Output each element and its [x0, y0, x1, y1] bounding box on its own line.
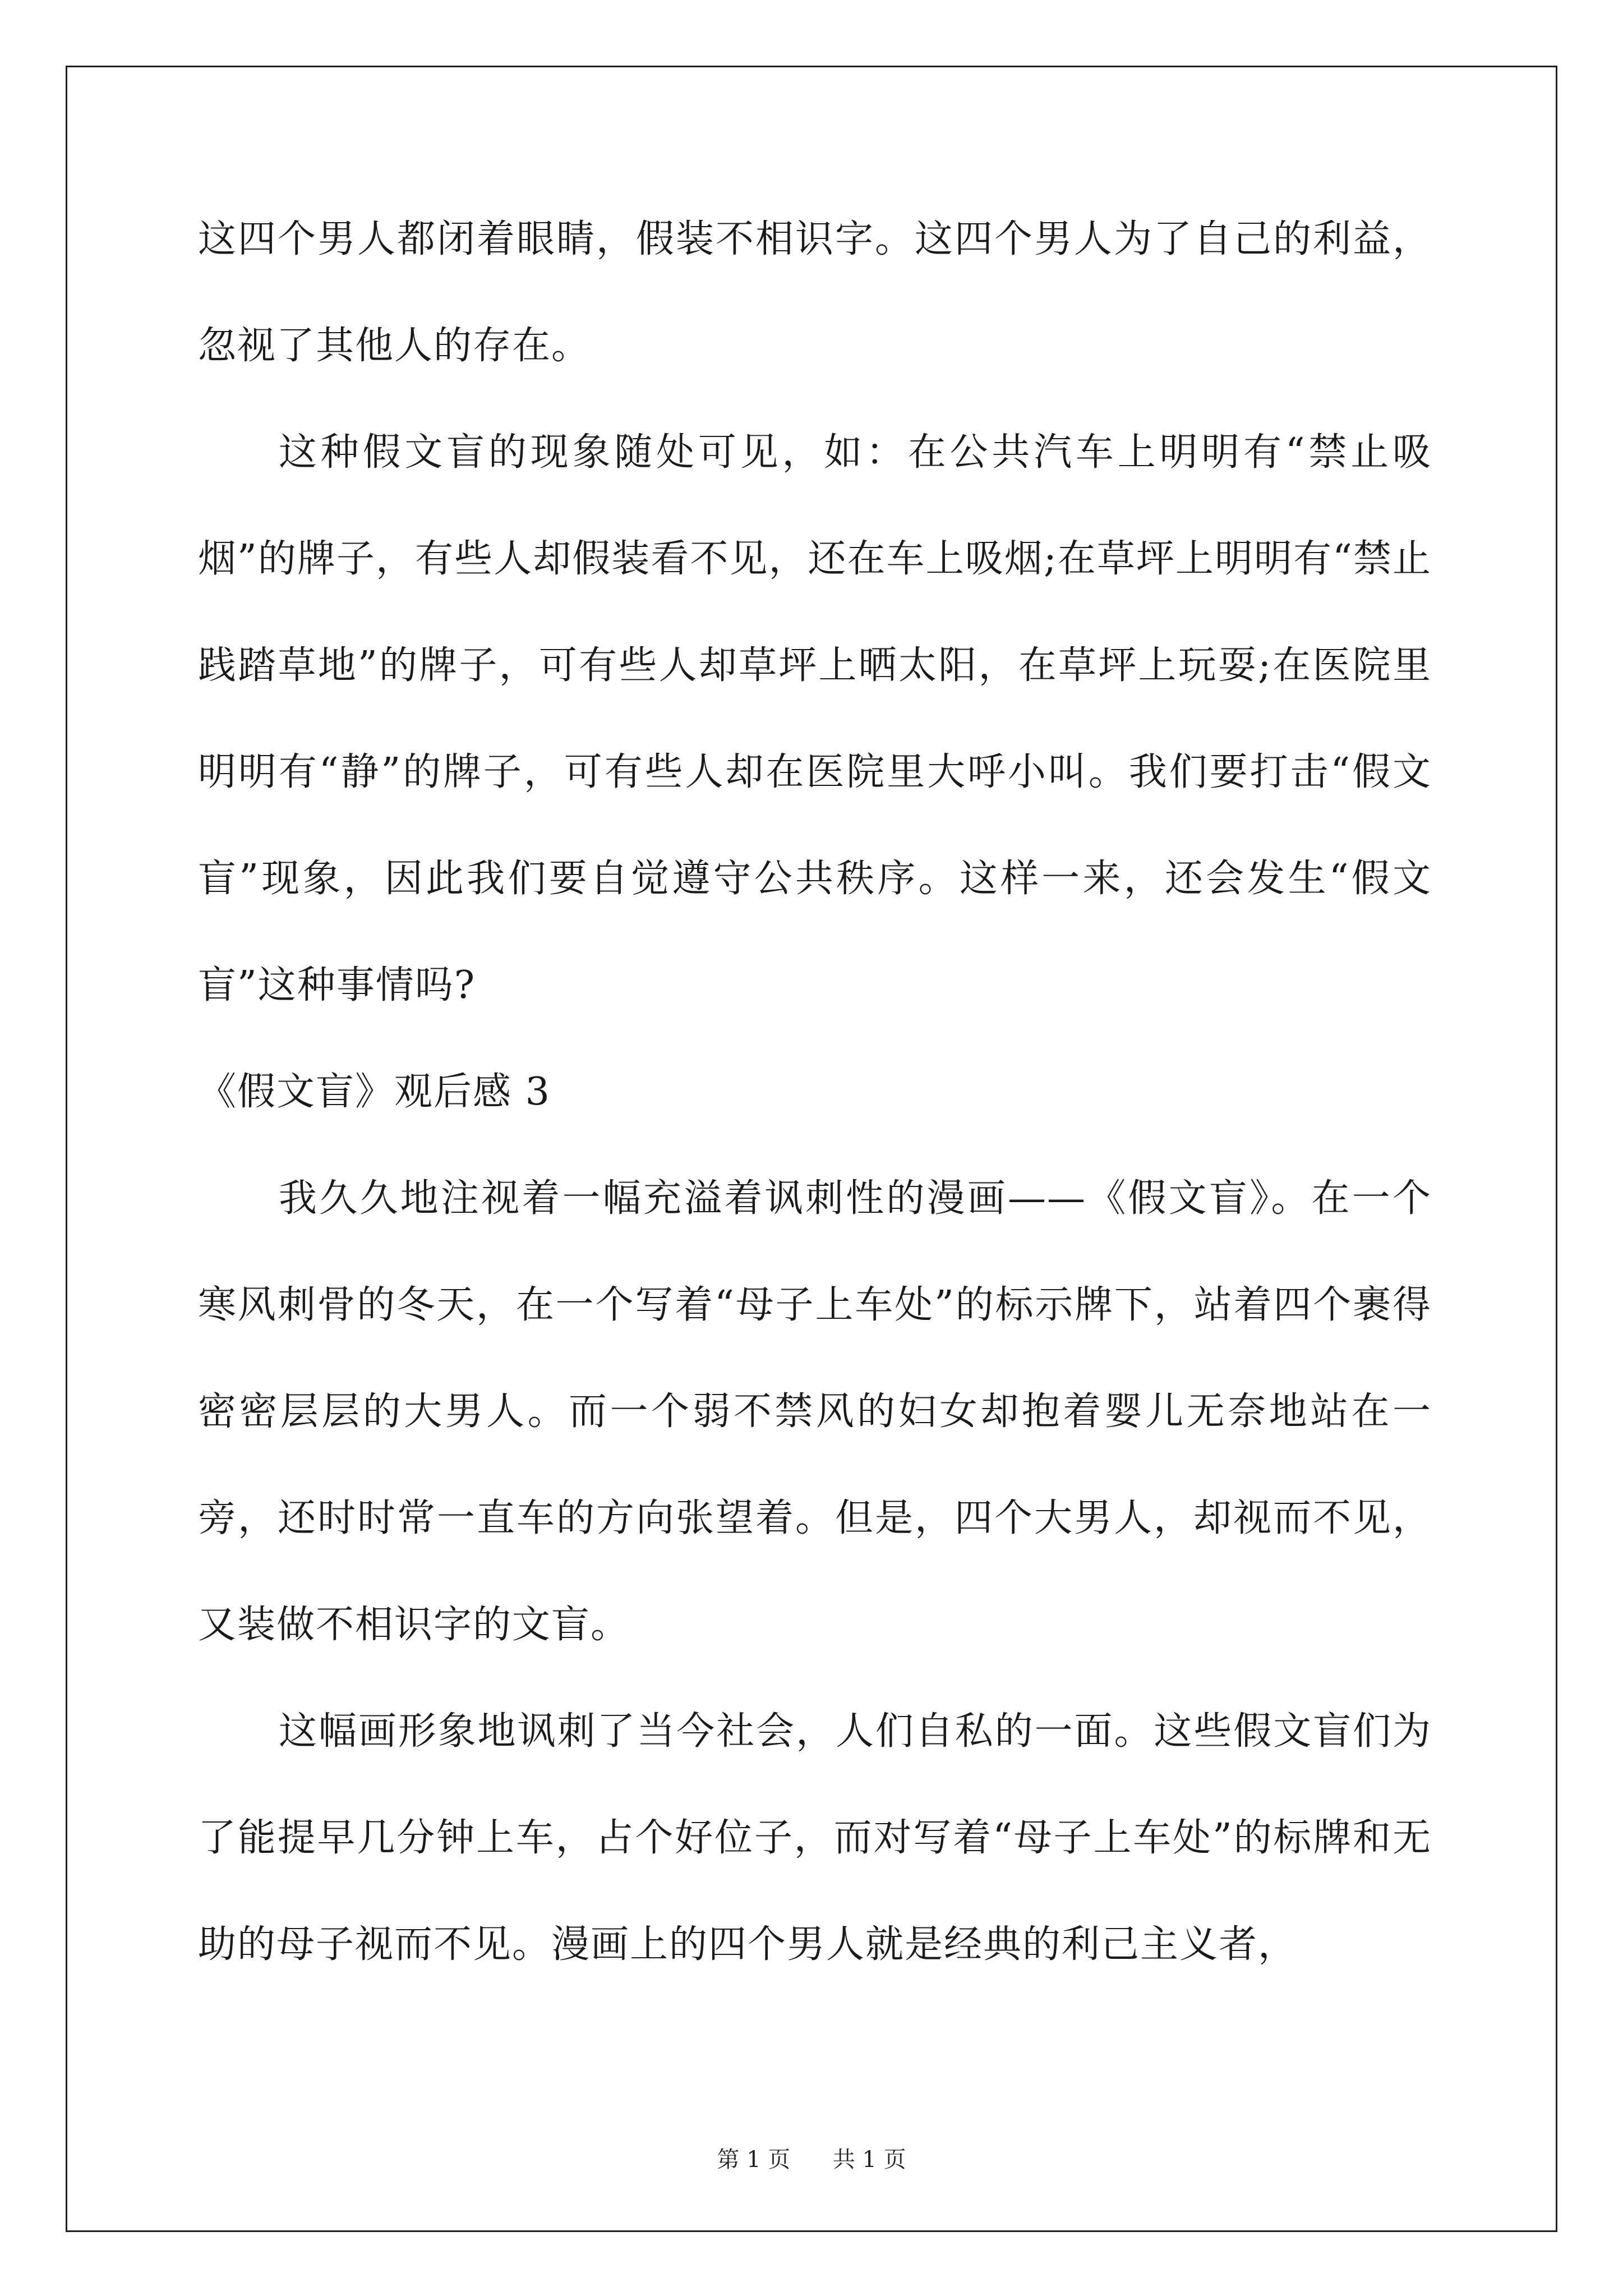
- page-footer: [0, 2143, 1623, 2177]
- paragraph-1: 这四个男人都闭着眼睛，假装不相识字。这四个男人为了自己的利益，忽视了其他人的存在。: [198, 217, 1432, 368]
- paragraph-2: 这种假文盲的现象随处可见，如：在公共汽车上明明有“禁止吸烟”的牌子，有些人却假装看不见，还在车上吸烟;在草坪上明明有“禁止践踏草地”的牌子，可有些人却草坪上晒太阳，在草坪上玩耍;在医院里明明有“静”的牌子，可有些人却在医院里大呼小叫。我们要打击“假文盲”现象，因此我们要自觉遵守公共秩序。这样一来，还会发生“假文盲”这种事情吗?: [198, 430, 1432, 1007]
- section-title: 《假文盲》观后感 3: [198, 1070, 551, 1114]
- page-total-label: 共 1 页: [832, 2147, 906, 2173]
- paragraph-3: 我久久地注视着一幅充溢着讽刺性的漫画——《假文盲》。在一个寒风刺骨的冬天，在一个写着“母子上车处”的标示牌下，站着四个裹得密密层层的大男人。而一个弱不禁风的妇女却抱着婴儿无奈地站在一旁，还时时常一直车的方向张望着。但是，四个大男人，却视而不见，又装做不相识字的文盲。: [198, 1176, 1432, 1647]
- page-number-label: 第 1 页: [717, 2147, 791, 2173]
- paragraph-4: 这幅画形象地讽刺了当今社会，人们自私的一面。这些假文盲们为了能提早几分钟上车，占个好位子，而对写着“母子上车处”的标牌和无助的母子视而不见。漫画上的四个男人就是经典的利己主义者，: [198, 1709, 1432, 1967]
- document-body: [198, 186, 1432, 1998]
